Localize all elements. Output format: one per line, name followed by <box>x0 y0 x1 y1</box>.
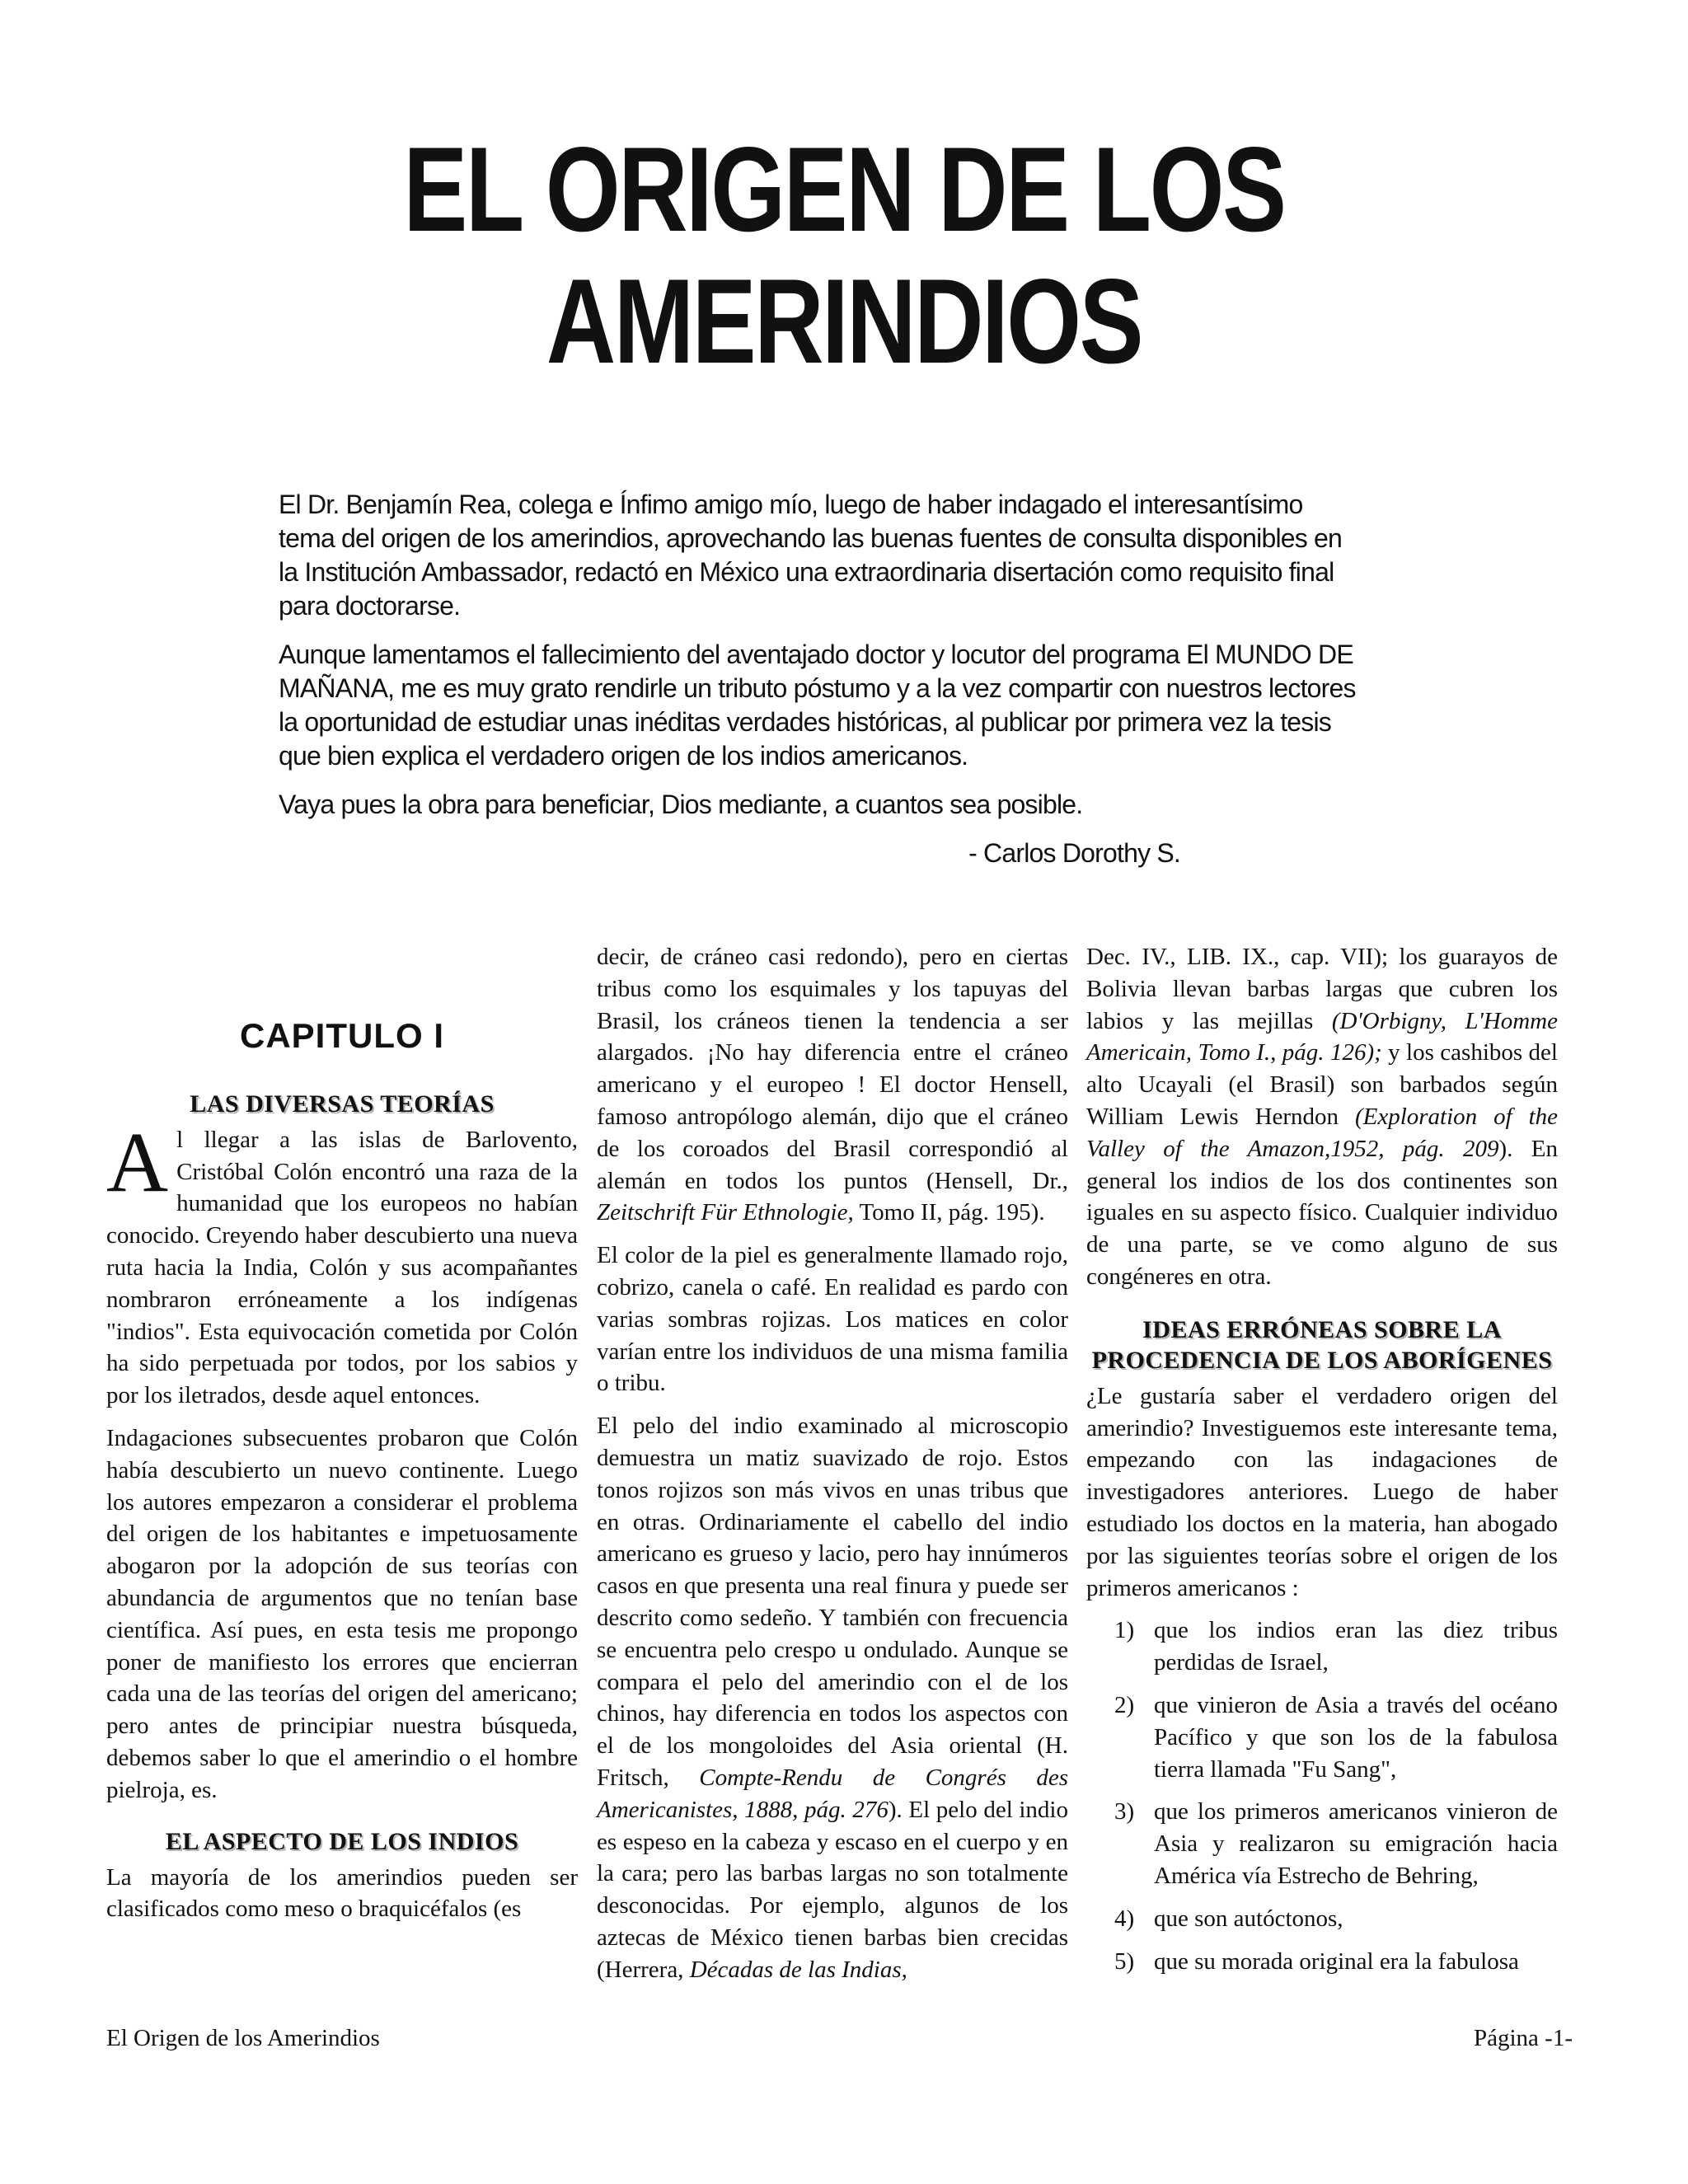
text-column-3 <box>1086 941 1558 1988</box>
body-paragraph: La mayoría de los amerindios pueden ser clasificados como meso o braquicéfalos (es <box>106 1863 578 1923</box>
intro-signature: - Carlos Dorothy S. <box>968 838 1180 868</box>
list-text: que los primeros americanos vinieron de Asia y realizaron su emigración hacia América vía Estrecho de Behring, <box>1154 1798 1558 1889</box>
citation: (Exploration of the Valley of the Amazon,1952, pág. 209 <box>1086 1103 1558 1162</box>
body-paragraph <box>1086 941 1558 1293</box>
paragraph-text: Tomo II, pág. 195). <box>853 1199 1045 1226</box>
citation: Zeitschrift Für Ethnologie, <box>597 1199 854 1226</box>
list-item <box>1086 1690 1558 1785</box>
body-paragraph: El color de la piel es generalmente llamado rojo, cobrizo, canela o café. En realidad es pardo con varias sombras rojizas. Los matices en color varían entre los individuos de una misma familia o tribu. <box>597 1242 1068 1397</box>
theory-list <box>1086 1615 1558 1977</box>
intro-paragraph: El Dr. Benjamín Rea, colega e Ínfimo amigo mío, luego de haber indagado el interesantísimo tema del origen de los amerindios, aprovechando las buenas fuentes de consulta disponibles en la Institución Ambassador, redactó en México una extraordinaria disertación como requisito final para doctorarse. <box>279 490 1343 621</box>
section-heading: EL ASPECTO DE LOS INDIOS <box>165 1827 519 1855</box>
text-column-1 <box>106 941 578 1936</box>
page-number: Página -1- <box>1474 2025 1573 2051</box>
body-paragraph: Indagaciones subsecuentes probaron que Colón había descubierto un nuevo continente. Luego los autores empezaron a considerar el problema del origen de los habitantes e impetuosamente abogaron por la adopción de sus teorías con abundancia de argumentos que no tenían base científica. Así pues, en esta tesis me propongo poner de manifiesto los errores que encierran cada una de las teorías del origen del americano; pero antes de principiar nuestra búsqueda, debemos saber lo que el amerindio o el hombre pielroja, es. <box>106 1424 578 1803</box>
paragraph-text: ). En general los indios de los dos continentes son iguales en su aspecto físico. Cualquier individuo de una parte, se ve como alguno de sus congéneres en otra. <box>1086 1135 1558 1290</box>
intro-block <box>279 488 1358 885</box>
citation: (D'Orbigny, L'Homme Americain, Tomo I., pág. 126); <box>1086 1007 1558 1066</box>
paragraph-text: Dec. IV., LIB. IX., cap. VII); los guarayos de Bolivia llevan barbas largas que cubren los labios y las mejillas <box>1086 944 1558 1034</box>
list-text: que vinieron de Asia a través del océano Pacífico y que son los de la fabulosa tierra llamada "Fu Sang", <box>1154 1691 1558 1783</box>
list-number: 4) <box>1114 1905 1135 1932</box>
body-paragraph <box>106 1114 578 1412</box>
chapter-heading: CAPITULO I <box>240 1016 444 1055</box>
title-line-1: EL ORIGEN DE LOS <box>403 122 1285 256</box>
section-heading: LAS DIVERSAS TEORÍAS <box>190 1090 495 1118</box>
list-text: que su morada original era la fabulosa <box>1154 1947 1519 1975</box>
list-text: que los indios eran las diez tribus perdidas de Israel, <box>1154 1617 1558 1676</box>
body-paragraph <box>597 1410 1068 1985</box>
list-item <box>1086 1946 1558 1978</box>
title-line-2: AMERINDIOS <box>546 254 1142 388</box>
list-text: que son autóctonos, <box>1154 1905 1343 1932</box>
list-number: 5) <box>1114 1947 1135 1975</box>
intro-paragraph: Vaya pues la obra para beneficiar, Dios mediante, a cuantos sea posible. <box>279 790 1083 819</box>
paragraph-text: El pelo del indio examinado al microscopio demuestra un matiz suavizado de rojo. Estos tonos rojizos son más vivos en unas tribus que en otras. Ordinariamente el cabello del indio americano es grueso y lacio, pero hay innúmeros casos en que presenta una real finura y puede ser descrito como sedeño. Y también con frecuencia se encuentra pelo crespo u ondulado. Aunque se compara el pelo del amerindio con el de los chinos, hay diferencia en todos los aspectos con el de los mongoloides del Asia oriental (H. Fritsch, <box>597 1413 1068 1791</box>
paragraph-text: decir, de cráneo casi redondo), pero en ciertas tribus como los esquimales y los tapuyas del Brasil, los cráneos tienen la tendencia a ser alargados. ¡No hay diferencia entre el cráneo americano y el europeo ! El doctor Hensell, famoso antropólogo alemán, dijo que el cráneo de los coroados del Brasil correspondió al alemán en todos los puntos (Hensell, Dr., <box>597 944 1068 1194</box>
paragraph-text: ). El pelo del indio es espeso en la cabeza y escaso en el cuerpo y en la cara; pero las barbas largas no son totalmente desconocidas. Por ejemplo, algunos de los aztecas de México tienen barbas bien crecidas (Herrera, <box>597 1796 1068 1983</box>
list-item <box>1086 1903 1558 1935</box>
citation: Compte-Rendu de Congrés des Americanistes, 1888, pág. 276 <box>597 1764 1068 1823</box>
body-paragraph: ¿Le gustaría saber el verdadero origen del amerindio? Investiguemos este interesante tema, empezando con las indagaciones de investigadores anteriores. Luego de haber estudiado los doctos en la materia, han abogado por las siguientes teorías sobre el origen de los primeros americanos : <box>1086 1382 1558 1601</box>
paragraph-text: y los cashibos del alto Ucayali (el Brasil) son barbados según William Lewis Herndon <box>1086 1039 1558 1130</box>
list-item <box>1086 1615 1558 1679</box>
body-paragraph <box>597 941 1068 1229</box>
drop-cap: A <box>106 1114 169 1210</box>
text-column-2 <box>597 941 1068 1997</box>
list-number: 2) <box>1114 1691 1135 1718</box>
list-number: 1) <box>1114 1617 1135 1644</box>
list-item <box>1086 1796 1558 1891</box>
section-heading: IDEAS ERRÓNEAS SOBRE LA PROCEDENCIA DE LOS ABORÍGENES <box>1091 1315 1553 1374</box>
intro-paragraph: Aunque lamentamos el fallecimiento del aventajado doctor y locutor del programa El MUNDO DE MAÑANA, me es muy grato rendirle un tributo póstumo y a la vez compartir con nuestros lectores la oportunidad de estudiar unas inéditas verdades históricas, al publicar por primera vez la tesis que bien explica el verdadero origen de los indios americanos. <box>279 640 1356 771</box>
paragraph-text: l llegar a las islas de Barlovento, Cristóbal Colón encontró una raza de la humanidad que los europeos no habían conocido. Creyendo haber descubierto una nueva ruta hacia la India, Colón y sus acompañantes nombraron erróneamente a los indígenas "indios". Esta equivocación cometida por Colón ha sido perpetuada por todos, por los sabios y por los iletrados, desde aquel entonces. <box>106 1126 578 1409</box>
citation: Décadas de las Indias, <box>689 1956 907 1983</box>
page-title <box>169 124 1519 387</box>
list-number: 3) <box>1114 1798 1135 1825</box>
footer-title: El Origen de los Amerindios <box>106 2025 380 2051</box>
